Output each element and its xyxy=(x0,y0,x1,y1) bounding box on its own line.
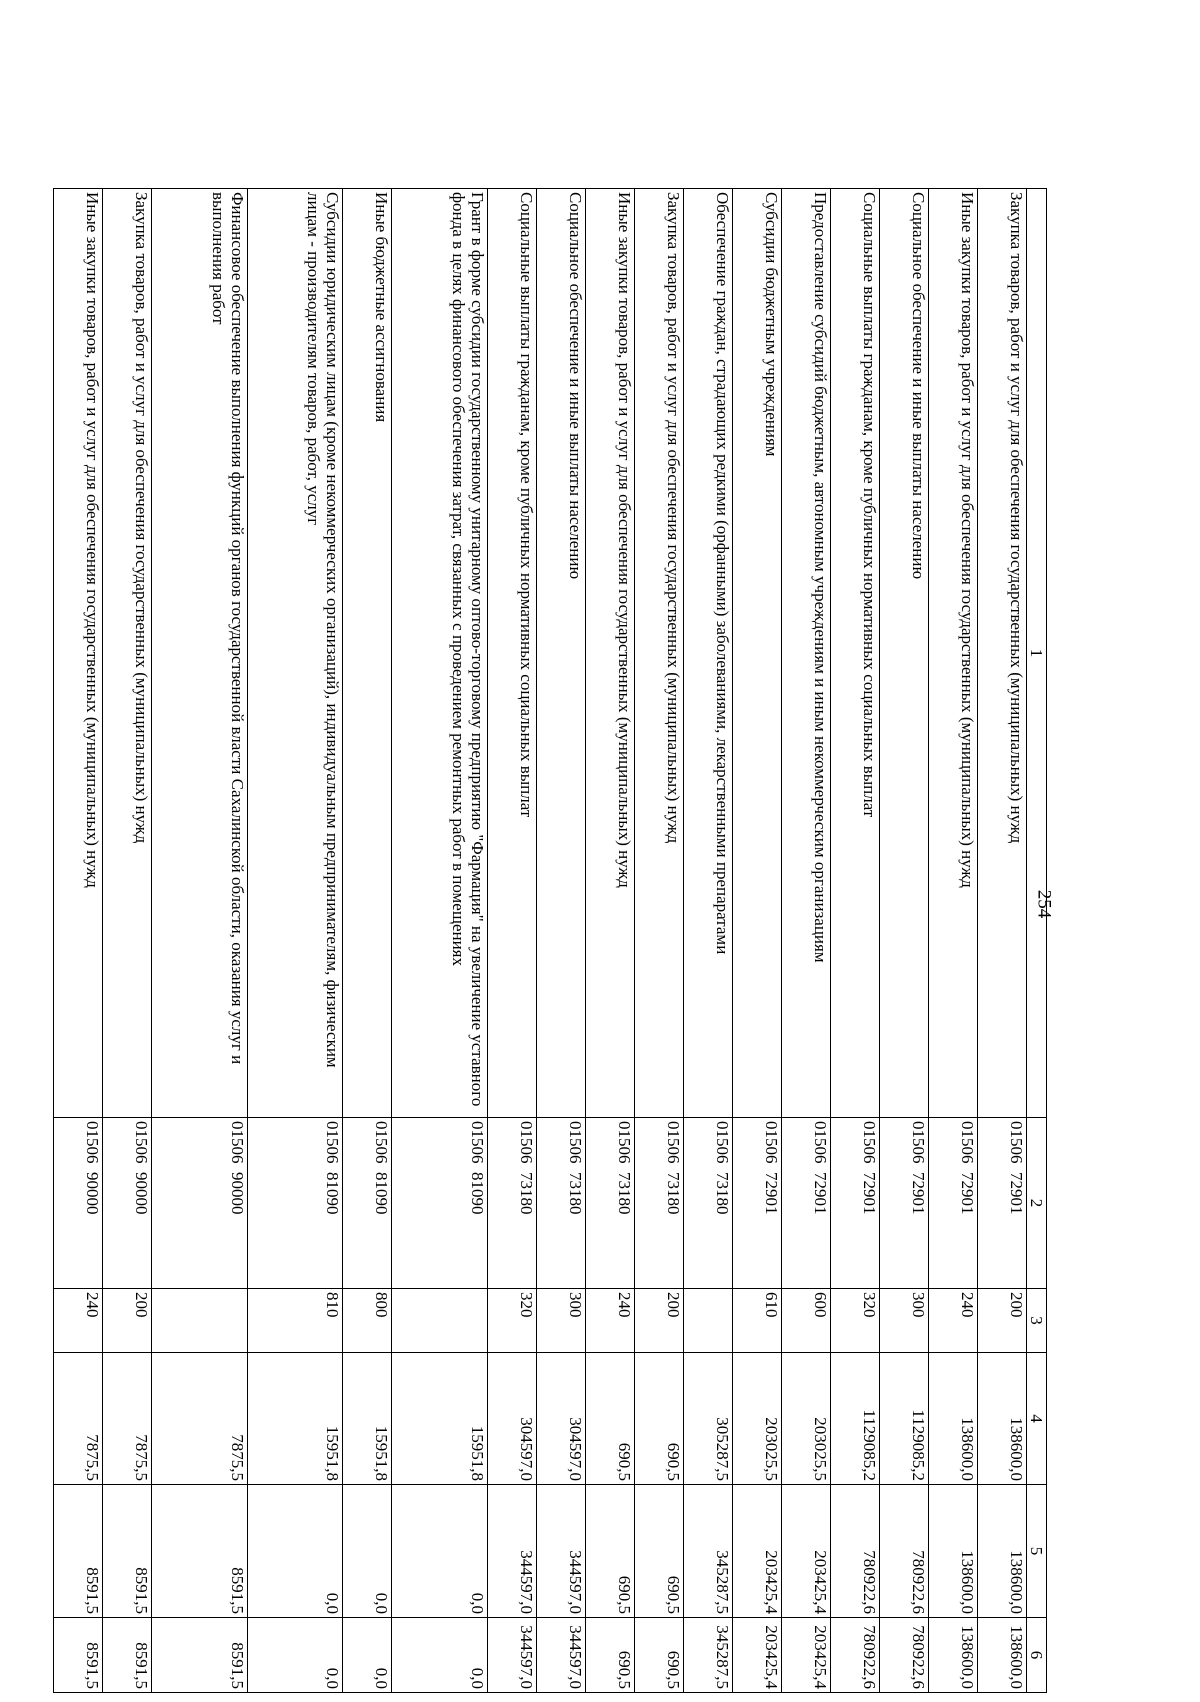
cell-vr: 320 xyxy=(830,1289,879,1353)
cell-value-6: 690,5 xyxy=(585,1618,634,1693)
cell-value-6: 0,0 xyxy=(392,1618,488,1693)
cell-name: Предоставление субсидий бюджетным, автономным учреждениям и иным некоммерческим организациям xyxy=(781,189,830,1118)
cell-value-6: 780922,6 xyxy=(879,1618,928,1693)
header-col-3: 3 xyxy=(1027,1289,1047,1353)
cell-value-4: 304597,0 xyxy=(536,1353,585,1485)
cell-name: Субсидии бюджетным учреждениям xyxy=(732,189,781,1118)
cell-vr: 200 xyxy=(103,1289,152,1353)
table-row xyxy=(103,189,152,1693)
cell-value-4: 138600,0 xyxy=(977,1353,1026,1485)
table-row xyxy=(343,189,392,1693)
cell-vr: 320 xyxy=(487,1289,536,1353)
table-row xyxy=(152,189,248,1693)
cell-name: Закупка товаров, работ и услуг для обеспечения государственных (муниципальных) нужд xyxy=(103,189,152,1118)
cell-value-4: 1129085,2 xyxy=(830,1353,879,1485)
cell-value-6: 138600,0 xyxy=(928,1618,977,1693)
cell-vr xyxy=(152,1289,248,1353)
cell-value-5: 203425,4 xyxy=(781,1485,830,1618)
header-col-5: 5 xyxy=(1027,1485,1047,1618)
table-row xyxy=(732,189,781,1693)
cell-value-6: 0,0 xyxy=(343,1618,392,1693)
cell-name: Закупка товаров, работ и услуг для обеспечения государственных (муниципальных) нужд xyxy=(977,189,1026,1118)
cell-name: Социальное обеспечение и иные выплаты населению xyxy=(879,189,928,1118)
cell-vr: 610 xyxy=(732,1289,781,1353)
cell-code: 01506 72901 xyxy=(732,1118,781,1289)
cell-value-6: 0,0 xyxy=(247,1618,343,1693)
cell-value-4: 7875,5 xyxy=(152,1353,248,1485)
cell-vr: 300 xyxy=(879,1289,928,1353)
cell-vr: 300 xyxy=(536,1289,585,1353)
cell-value-4: 7875,5 xyxy=(54,1353,103,1485)
cell-value-4: 138600,0 xyxy=(928,1353,977,1485)
cell-value-5: 0,0 xyxy=(343,1485,392,1618)
cell-code: 01506 81090 xyxy=(392,1118,488,1289)
cell-value-4: 304597,0 xyxy=(487,1353,536,1485)
cell-value-4: 203025,5 xyxy=(781,1353,830,1485)
cell-vr: 600 xyxy=(781,1289,830,1353)
cell-value-6: 8591,5 xyxy=(103,1618,152,1693)
cell-value-6: 8591,5 xyxy=(54,1618,103,1693)
header-col-4: 4 xyxy=(1027,1353,1047,1485)
cell-name: Субсидии юридическим лицам (кроме некоммерческих организаций), индивидуальным предпринимателям, физическим лицам - производителям товаров, работ, услуг xyxy=(247,189,343,1118)
cell-value-5: 8591,5 xyxy=(152,1485,248,1618)
cell-name: Обеспечение граждан, страдающих редкими (орфанными) заболеваниями, лекарственными препаратами xyxy=(683,189,732,1118)
cell-code: 01506 72901 xyxy=(977,1118,1026,1289)
cell-name: Финансовое обеспечение выполнения функций органов государственной власти Сахалинской области, оказания услуг и выполнения работ xyxy=(152,189,248,1118)
cell-value-5: 344597,0 xyxy=(487,1485,536,1618)
table-row xyxy=(585,189,634,1693)
cell-value-4: 305287,5 xyxy=(683,1353,732,1485)
cell-vr: 240 xyxy=(928,1289,977,1353)
cell-code: 01506 72901 xyxy=(928,1118,977,1289)
cell-value-4: 15951,8 xyxy=(343,1353,392,1485)
cell-name: Иные закупки товаров, работ и услуг для обеспечения государственных (муниципальных) нужд xyxy=(585,189,634,1118)
cell-value-5: 780922,6 xyxy=(830,1485,879,1618)
cell-name: Иные закупки товаров, работ и услуг для обеспечения государственных (муниципальных) нужд xyxy=(928,189,977,1118)
table-row xyxy=(247,189,343,1693)
cell-code: 01506 73180 xyxy=(585,1118,634,1289)
cell-value-5: 203425,4 xyxy=(732,1485,781,1618)
table-row xyxy=(392,189,488,1693)
cell-value-4: 7875,5 xyxy=(103,1353,152,1485)
cell-value-4: 15951,8 xyxy=(247,1353,343,1485)
cell-value-5: 8591,5 xyxy=(54,1485,103,1618)
table-row xyxy=(634,189,683,1693)
cell-value-6: 690,5 xyxy=(634,1618,683,1693)
table-row xyxy=(879,189,928,1693)
cell-name: Социальные выплаты гражданам, кроме публичных нормативных социальных выплат xyxy=(830,189,879,1118)
cell-vr: 240 xyxy=(54,1289,103,1353)
cell-value-4: 203025,5 xyxy=(732,1353,781,1485)
page-number: 254 xyxy=(1033,889,1055,919)
cell-value-6: 138600,0 xyxy=(977,1618,1026,1693)
header-col-1: 1 xyxy=(1027,189,1047,1118)
cell-code: 01506 73180 xyxy=(487,1118,536,1289)
cell-value-5: 138600,0 xyxy=(928,1485,977,1618)
budget-table xyxy=(53,188,1047,1693)
cell-code: 01506 73180 xyxy=(536,1118,585,1289)
cell-vr: 200 xyxy=(634,1289,683,1353)
cell-code: 01506 81090 xyxy=(247,1118,343,1289)
cell-value-5: 345287,5 xyxy=(683,1485,732,1618)
table-row xyxy=(781,189,830,1693)
cell-code: 01506 81090 xyxy=(343,1118,392,1289)
table-row xyxy=(977,189,1026,1693)
table-row xyxy=(536,189,585,1693)
header-col-2: 2 xyxy=(1027,1118,1047,1289)
table-row xyxy=(830,189,879,1693)
cell-vr: 810 xyxy=(247,1289,343,1353)
cell-value-6: 203425,4 xyxy=(781,1618,830,1693)
cell-name: Социальное обеспечение и иные выплаты населению xyxy=(536,189,585,1118)
cell-value-5: 690,5 xyxy=(634,1485,683,1618)
cell-code: 01506 73180 xyxy=(683,1118,732,1289)
table-row xyxy=(54,189,103,1693)
cell-value-6: 8591,5 xyxy=(152,1618,248,1693)
header-row xyxy=(1027,189,1047,1693)
cell-value-6: 780922,6 xyxy=(830,1618,879,1693)
cell-value-6: 344597,0 xyxy=(536,1618,585,1693)
cell-code: 01506 90000 xyxy=(103,1118,152,1289)
cell-name: Закупка товаров, работ и услуг для обеспечения государственных (муниципальных) нужд xyxy=(634,189,683,1118)
cell-code: 01506 72901 xyxy=(781,1118,830,1289)
budget-table-rotated xyxy=(53,188,1047,1692)
cell-name: Социальные выплаты гражданам, кроме публичных нормативных социальных выплат xyxy=(487,189,536,1118)
cell-value-5: 690,5 xyxy=(585,1485,634,1618)
cell-vr: 240 xyxy=(585,1289,634,1353)
table-row xyxy=(487,189,536,1693)
cell-value-4: 1129085,2 xyxy=(879,1353,928,1485)
header-col-6: 6 xyxy=(1027,1618,1047,1693)
cell-name: Иные бюджетные ассигнования xyxy=(343,189,392,1118)
cell-value-5: 344597,0 xyxy=(536,1485,585,1618)
cell-value-4: 15951,8 xyxy=(392,1353,488,1485)
table-row xyxy=(928,189,977,1693)
cell-vr: 200 xyxy=(977,1289,1026,1353)
cell-name: Грант в форме субсидии государственному унитарному оптово-торговому предприятию "Фармация" на увеличение уставного фонда в целях финансового обеспечения затрат, связанных с проведением ремонтных работ в помещениях xyxy=(392,189,488,1118)
cell-value-5: 0,0 xyxy=(392,1485,488,1618)
cell-vr xyxy=(683,1289,732,1353)
cell-vr xyxy=(392,1289,488,1353)
table-row xyxy=(683,189,732,1693)
cell-value-5: 8591,5 xyxy=(103,1485,152,1618)
cell-value-6: 203425,4 xyxy=(732,1618,781,1693)
cell-value-4: 690,5 xyxy=(634,1353,683,1485)
cell-value-5: 138600,0 xyxy=(977,1485,1026,1618)
cell-value-6: 345287,5 xyxy=(683,1618,732,1693)
cell-value-6: 344597,0 xyxy=(487,1618,536,1693)
cell-code: 01506 73180 xyxy=(634,1118,683,1289)
cell-value-5: 0,0 xyxy=(247,1485,343,1618)
cell-code: 01506 90000 xyxy=(152,1118,248,1289)
cell-value-5: 780922,6 xyxy=(879,1485,928,1618)
cell-value-4: 690,5 xyxy=(585,1353,634,1485)
table-body xyxy=(54,189,1027,1693)
cell-code: 01506 72901 xyxy=(830,1118,879,1289)
cell-code: 01506 72901 xyxy=(879,1118,928,1289)
cell-code: 01506 90000 xyxy=(54,1118,103,1289)
cell-name: Иные закупки товаров, работ и услуг для обеспечения государственных (муниципальных) нужд xyxy=(54,189,103,1118)
cell-vr: 800 xyxy=(343,1289,392,1353)
